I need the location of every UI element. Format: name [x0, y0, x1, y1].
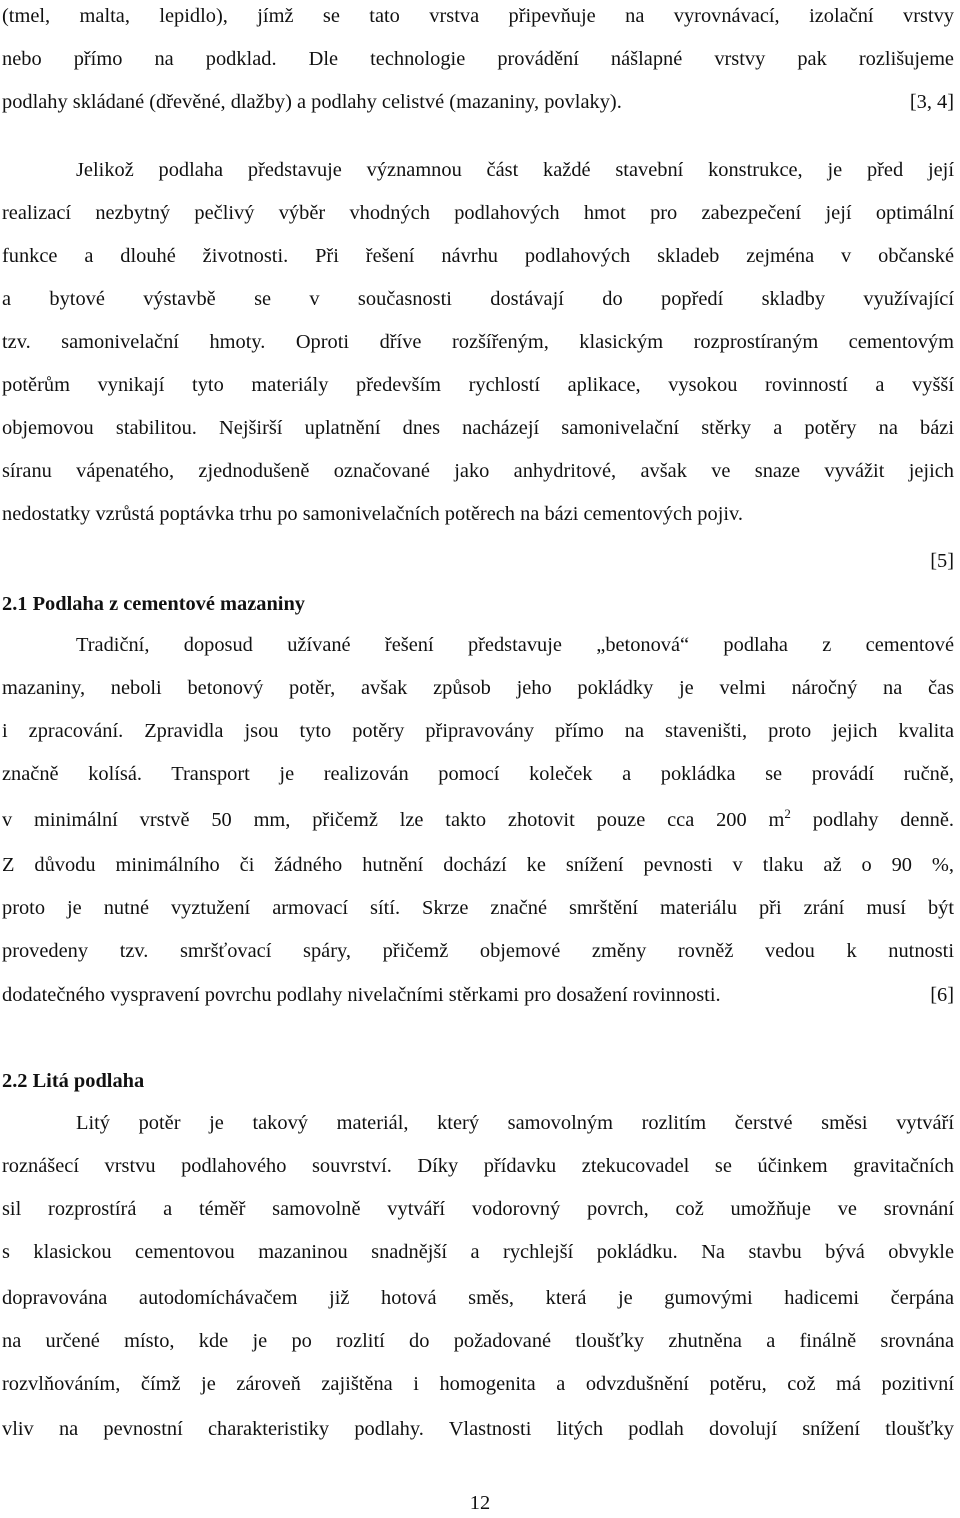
paragraph-line: funkce a dlouhé životnosti. Při řešení návrhu podlahových skladeb zejména v občanské — [2, 245, 954, 267]
page-number: 12 — [469, 1492, 491, 1514]
paragraph-line: vliv na pevnostní charakteristiky podlahy. Vlastnosti litých podlah dovolují snížení tloušťky — [2, 1418, 954, 1440]
paragraph-line: značně kolísá. Transport je realizován pomocí koleček a pokládka se provádí ručně, — [2, 763, 954, 785]
paragraph-line: Z důvodu minimálního či žádného hutnění dochází ke snížení pevnosti v tlaku až o 90 %, — [2, 854, 954, 876]
paragraph-line: i zpracování. Zpravidla jsou tyto potěry připravovány přímo na staveništi, proto jejich kvalita — [2, 720, 954, 742]
paragraph-line: provedeny tzv. smršťovací spáry, přičemž objemové změny rovněž vedou k nutnosti — [2, 940, 954, 962]
paragraph-line: proto je nutné vyztužení armovací sítí. Skrze značné smrštění materiálu při zrání musí být — [2, 897, 954, 919]
paragraph-line: s klasickou cementovou mazaninou snadnější a rychlejší pokládku. Na stavbu bývá obvykle — [2, 1241, 954, 1263]
paragraph-line: (tmel, malta, lepidlo), jímž se tato vrstva připevňuje na vyrovnávací, izolační vrstvy — [2, 5, 954, 27]
paragraph-line: objemovou stabilitou. Nejširší uplatnění dnes nacházejí samonivelační stěrky a potěry na bázi — [2, 417, 954, 439]
paragraph-line: dopravována autodomíchávačem již hotová směs, která je gumovými hadicemi čerpána — [2, 1287, 954, 1309]
paragraph-line: roznášecí vrstvu podlahového souvrství. Díky přídavku ztekucovadel se účinkem gravitačních — [2, 1155, 954, 1177]
superscript: 2 — [784, 806, 791, 822]
paragraph-line: dodatečného vyspravení povrchu podlahy nivelačními stěrkami pro dosažení rovinnosti. — [2, 984, 721, 1006]
section-heading: 2.1 Podlaha z cementové mazaniny — [2, 593, 305, 615]
paragraph-line: tzv. samonivelační hmoty. Oproti dříve rozšířeným, klasickým rozprostíraným cementovým — [2, 331, 954, 353]
citation-ref: [3, 4] — [909, 91, 954, 113]
paragraph-line: mazaniny, neboli betonový potěr, avšak způsob jeho pokládky je velmi náročný na čas — [2, 677, 954, 699]
line-text: podlahy denně. — [790, 809, 954, 831]
paragraph-line: nedostatky vzrůstá poptávka trhu po samonivelačních potěrech na bázi cementových pojiv. — [2, 503, 743, 525]
paragraph-line: nebo přímo na podklad. Dle technologie provádění nášlapné vrstvy pak rozlišujeme — [2, 48, 954, 70]
paragraph-line: Tradiční, doposud užívané řešení představuje „betonová“ podlaha z cementové — [76, 634, 954, 656]
paragraph-line: na určené místo, kde je po rozlití do požadované tloušťky zhutněna a finálně srovnána — [2, 1330, 954, 1352]
paragraph-line: Jelikož podlaha představuje významnou část každé stavební konstrukce, je před její — [76, 159, 954, 181]
paragraph-line: potěrům vynikají tyto materiály především rychlostí aplikace, vysokou rovinností a vyšší — [2, 374, 954, 396]
citation-ref: [5] — [930, 550, 954, 572]
paragraph-line: rozvlňováním, čímž je zároveň zajištěna i homogenita a odvzdušnění potěru, což má pozitivní — [2, 1373, 954, 1395]
paragraph-line: Litý potěr je takový materiál, který samovolným rozlitím čerstvé směsi vytváří — [76, 1112, 954, 1134]
paragraph-line — [2, 805, 954, 835]
line-text: v minimální vrstvě 50 mm, přičemž lze takto zhotovit pouze cca 200 m — [2, 809, 785, 831]
section-heading: 2.2 Litá podlaha — [2, 1070, 145, 1092]
paragraph-line: sil rozprostírá a téměř samovolně vytváří vodorovný povrch, což umožňuje ve srovnání — [2, 1198, 954, 1220]
paragraph-line: síranu vápenatého, zjednodušeně označované jako anhydritové, avšak ve snaze vyvážit jejich — [2, 460, 954, 482]
paragraph-line: realizací nezbytný pečlivý výběr vhodných podlahových hmot pro zabezpečení její optimální — [2, 202, 954, 224]
citation-ref: [6] — [930, 984, 954, 1006]
paragraph-line: a bytové výstavbě se v současnosti dostávají do popředí skladby využívající — [2, 288, 954, 310]
paragraph-line: podlahy skládané (dřevěné, dlažby) a podlahy celistvé (mazaniny, povlaky). — [2, 91, 622, 113]
